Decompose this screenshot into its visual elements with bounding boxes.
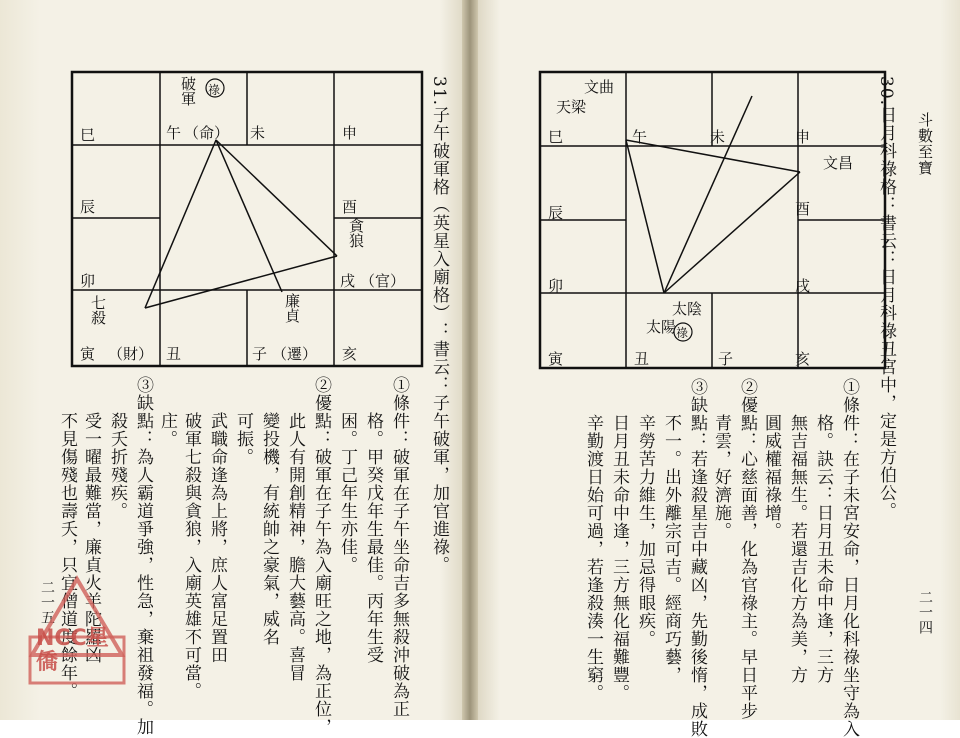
page-number-left: 二一五 xyxy=(39,580,55,625)
l-branch-wei: 未 xyxy=(250,124,266,142)
l-merits-line-3: 可振。 xyxy=(233,412,253,466)
l-branch-si: 巳 xyxy=(80,126,96,144)
r-star-tianliang: 天梁 xyxy=(556,98,587,116)
defects-line-2: 不一。出外離宗可吉。經商巧藝， xyxy=(661,414,681,684)
conditions-line-2: 格。訣云：日月丑未命中逢，三方 xyxy=(813,414,833,684)
l-branch-hai: 亥 xyxy=(342,345,358,363)
defects-line-5: 辛勤渡日始可過，若逢殺湊一生窮。 xyxy=(583,414,603,702)
conditions-line-3: 無吉福無生。若還吉化方為美，方 xyxy=(787,414,807,684)
page-number-right: 二一四 xyxy=(917,590,933,635)
l-branch-shen: 申 xyxy=(342,124,358,142)
r-branch-hai: 亥 xyxy=(795,350,811,368)
l-extra-line: 變投機，有統帥之豪氣，威名 xyxy=(259,412,279,646)
r-branch-wu: 午 xyxy=(632,128,648,146)
stamp-text: NCC星僑 xyxy=(36,626,109,675)
l-defects-line-2: 殺夭折殘疾。 xyxy=(107,412,127,520)
r-branch-xu: 戌 xyxy=(795,277,811,295)
r-branch-wei: 未 xyxy=(710,128,726,146)
l-merits-line-4: 武職命逢為上將，庶人富足置田 xyxy=(207,412,227,664)
l-branch-you: 酉 xyxy=(342,198,358,216)
r-branch-you: 酉 xyxy=(795,200,811,218)
l-merits-line-5: 破軍七殺與貪狼，入廟英雄不可當。 xyxy=(181,412,201,700)
l-star-pojun: 破軍 xyxy=(179,76,197,106)
l-branch-chou: 丑 xyxy=(166,345,182,363)
r-star-wenchang: 文昌 xyxy=(823,154,854,172)
l-branch-yin: 寅 xyxy=(80,345,96,363)
l-defects-line-3: 受一曜最難當，廉貞火羊陀羅凶 xyxy=(81,412,101,664)
r-branch-yin: 寅 xyxy=(548,350,564,368)
l-star-tanlang: 貪狼 xyxy=(347,218,365,248)
running-header: 斗數至寶 xyxy=(916,112,934,176)
r-star-lu: 祿 xyxy=(676,326,689,340)
l-palace-cai: （財） xyxy=(108,345,154,363)
l-branch-wu: 午 xyxy=(166,124,182,142)
l-star-lu: 祿 xyxy=(208,83,221,97)
l-branch-mao: 卯 xyxy=(80,272,96,290)
l-merits-line-2: 此人有開創精神，膽大藝高。喜冒 xyxy=(285,412,305,682)
l-palace-guan: （官） xyxy=(360,272,406,290)
defects-line-3: 辛勞苦力維生，加忌得眼疾。 xyxy=(635,414,655,648)
l-merits-line-1: ②優點：破軍在子午為入廟旺之地，為正位， xyxy=(311,376,331,736)
section-heading-31: 31.子午破軍格（英星入廟格）：書云：子午破軍，加官進祿。 xyxy=(429,76,449,575)
l-branch-xu: 戌 xyxy=(340,272,356,290)
conditions-line-4: 圓威權福祿增。 xyxy=(761,414,781,540)
l-merits-line-6: 庄。 xyxy=(157,412,177,448)
r-branch-shen: 申 xyxy=(795,128,811,146)
r-star-taiyang: 太陽 xyxy=(646,318,677,336)
merits-line-2: 青雲，好濟施。 xyxy=(711,414,731,540)
r-branch-chen: 辰 xyxy=(548,204,564,222)
r-branch-zi: 子 xyxy=(718,350,734,368)
ncc-stamp-watermark xyxy=(28,575,126,685)
l-defects-line-1: ③缺點：為人霸道爭強，性急，棄祖發福。加 xyxy=(133,376,153,736)
r-star-wenqu: 文曲 xyxy=(584,78,615,96)
l-palace-qian: （遷） xyxy=(272,345,318,363)
r-branch-mao: 卯 xyxy=(548,277,564,295)
l-branch-chen: 辰 xyxy=(80,198,96,216)
r-branch-si: 巳 xyxy=(548,128,564,146)
l-star-qisha: 七殺 xyxy=(89,295,107,325)
r-star-taiyin: 太陰 xyxy=(672,300,703,318)
l-palace-ming: （命） xyxy=(184,124,230,142)
section-heading-30: 30.日月科祿格：書云：日月科祿丑宮中，定是方伯公。 xyxy=(876,76,896,521)
r-branch-chou: 丑 xyxy=(634,350,650,368)
defects-line-4: 日月丑未命中逢，三方無化福難豐。 xyxy=(609,414,629,702)
merits-line-1: ②優點：心慈面善，化為官祿主。早日平步 xyxy=(737,378,757,720)
l-defects-line-4: 不見傷殘也壽夭，只宜僧道度餘年。 xyxy=(57,412,77,700)
defects-line-1: ③缺點：若逢殺星吉中藏凶，先勤後惰，成敗 xyxy=(687,378,707,738)
l-star-lianzhen: 廉貞 xyxy=(283,293,301,323)
l-conditions-line-3: 困。丁己年生亦佳。 xyxy=(337,412,357,574)
l-branch-zi: 子 xyxy=(252,345,268,363)
l-conditions-line-2: 格。甲癸戊年生最佳。丙年生受 xyxy=(363,412,383,664)
l-conditions-line-1: ①條件：破軍在子午坐命吉多無殺沖破為正 xyxy=(389,376,409,718)
conditions-line-1: ①條件：在子未宮安命，日月化科祿坐守為入 xyxy=(839,378,859,738)
